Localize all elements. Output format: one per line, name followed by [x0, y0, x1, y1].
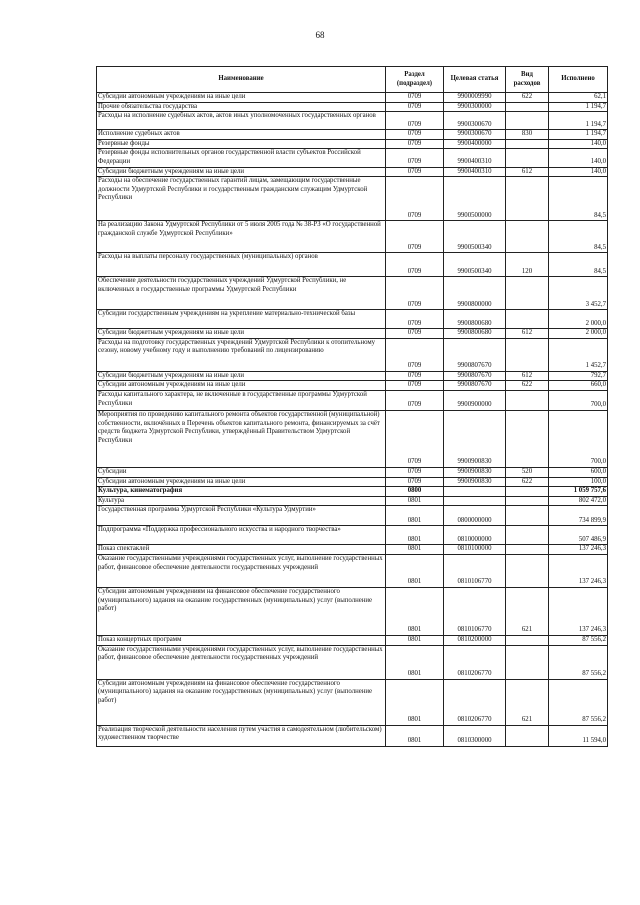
row-name-cell: Субсидии: [97, 467, 386, 477]
table-row: [97, 221, 608, 253]
row-target-cell: 9900807670: [444, 371, 506, 381]
row-target-cell: 9900800680: [444, 310, 506, 329]
header-executed: Исполнено: [549, 67, 608, 93]
table-row: [97, 253, 608, 277]
row-type-cell: [506, 487, 549, 497]
table-row: [97, 635, 608, 645]
row-section-cell: 0709: [386, 390, 444, 410]
row-type-cell: 612: [506, 329, 549, 339]
row-target-cell: 9900300000: [444, 102, 506, 112]
row-section-cell: 0709: [386, 467, 444, 477]
row-name-cell: Показ концертных программ: [97, 635, 386, 645]
row-amount-cell: 802 472,0: [549, 496, 608, 506]
table-row: [97, 526, 608, 545]
row-name-cell: Субсидии государственным учреждениям на укрепление материально-технической базы: [97, 310, 386, 329]
row-name-cell: Субсидии автономным учреждениям на иные цели: [97, 477, 386, 487]
row-section-cell: 0800: [386, 487, 444, 497]
row-section-cell: 0709: [386, 93, 444, 103]
row-name-cell: Подпрограмма «Поддержка профессионального искусства и народного творчества»: [97, 526, 386, 545]
row-amount-cell: 700,0: [549, 410, 608, 467]
header-type: Вид расходов: [506, 67, 549, 93]
row-section-cell: 0801: [386, 506, 444, 526]
row-amount-cell: 100,0: [549, 477, 608, 487]
row-name-cell: Государственная программа Удмуртской Республики «Культура Удмуртии»: [97, 506, 386, 526]
row-target-cell: 0810206770: [444, 679, 506, 725]
row-section-cell: 0801: [386, 679, 444, 725]
row-target-cell: 9900807670: [444, 338, 506, 371]
row-name-cell: Субсидии автономным учреждениям на финансовое обеспечение государственного (муниципального) задания на оказание государственных (муниципальных) услуг (выполнение работ): [97, 679, 386, 725]
table-row: [97, 390, 608, 410]
row-name-cell: Культура, кинематография: [97, 487, 386, 497]
row-name-cell: Субсидии автономным учреждениям на финансовое обеспечение государственного (муниципального) задания на оказание государственных (муниципальных) услуг (выполнение работ): [97, 587, 386, 635]
row-amount-cell: 137 246,3: [549, 587, 608, 635]
table-row: [97, 477, 608, 487]
row-type-cell: 622: [506, 477, 549, 487]
row-name-cell: Субсидии бюджетным учреждениям на иные цели: [97, 371, 386, 381]
row-target-cell: 9900500340: [444, 221, 506, 253]
table-row: [97, 545, 608, 555]
row-type-cell: [506, 310, 549, 329]
row-target-cell: 0810206770: [444, 645, 506, 679]
row-section-cell: 0709: [386, 253, 444, 277]
table-row: [97, 381, 608, 391]
row-amount-cell: 734 899,9: [549, 506, 608, 526]
row-section-cell: 0801: [386, 645, 444, 679]
row-type-cell: 612: [506, 371, 549, 381]
row-name-cell: Расходы капитального характера, не включенные в государственные программы Удмуртской Республики: [97, 390, 386, 410]
header-section: Раздел (подраздел): [386, 67, 444, 93]
row-amount-cell: 2 000,0: [549, 329, 608, 339]
row-name-cell: Мероприятия по проведению капитального ремонта объектов государственной (муниципальной) собственности, включённых в Перечень объектов капитального ремонта, финансируемых за счёт средств бюджета Удмуртской Республики, утверждённый Правительством Удмуртской Республики: [97, 410, 386, 467]
row-type-cell: 520: [506, 467, 549, 477]
row-section-cell: 0801: [386, 554, 444, 587]
row-section-cell: 0709: [386, 221, 444, 253]
row-amount-cell: 87 556,2: [549, 679, 608, 725]
row-target-cell: 9900900830: [444, 467, 506, 477]
table-row: [97, 506, 608, 526]
row-section-cell: 0801: [386, 587, 444, 635]
row-target-cell: 0810200000: [444, 635, 506, 645]
row-type-cell: [506, 221, 549, 253]
row-type-cell: [506, 338, 549, 371]
row-section-cell: 0709: [386, 381, 444, 391]
row-amount-cell: 3 452,7: [549, 277, 608, 310]
row-name-cell: Реализация творческой деятельности населения путем участия в самодеятельном (любительском) художественном творчестве: [97, 725, 386, 746]
row-type-cell: 621: [506, 679, 549, 725]
row-amount-cell: 140,0: [549, 139, 608, 149]
row-target-cell: 9900009990: [444, 93, 506, 103]
row-amount-cell: 792,7: [549, 371, 608, 381]
row-target-cell: [444, 496, 506, 506]
table-row: [97, 467, 608, 477]
table-row: [97, 177, 608, 221]
row-section-cell: 0709: [386, 277, 444, 310]
table-row: [97, 149, 608, 167]
row-amount-cell: 137 246,3: [549, 554, 608, 587]
row-amount-cell: 1 194,7: [549, 112, 608, 130]
row-name-cell: Субсидии бюджетным учреждениям на иные цели: [97, 167, 386, 177]
row-type-cell: [506, 635, 549, 645]
page-number: 68: [315, 30, 325, 40]
table-row: [97, 554, 608, 587]
row-name-cell: Расходы на исполнение судебных актов, актов иных уполномоченных государственных органов: [97, 112, 386, 130]
row-section-cell: 0709: [386, 139, 444, 149]
row-target-cell: 9900400310: [444, 149, 506, 167]
row-target-cell: 9900800000: [444, 277, 506, 310]
row-amount-cell: 140,0: [549, 149, 608, 167]
row-type-cell: [506, 177, 549, 221]
table-row: [97, 93, 608, 103]
row-amount-cell: 137 246,3: [549, 545, 608, 555]
row-target-cell: 9900400000: [444, 139, 506, 149]
row-section-cell: 0709: [386, 329, 444, 339]
row-target-cell: 9900300670: [444, 112, 506, 130]
row-type-cell: [506, 390, 549, 410]
row-type-cell: [506, 410, 549, 467]
row-type-cell: 622: [506, 93, 549, 103]
table-row: [97, 587, 608, 635]
table-body: [97, 93, 608, 747]
row-amount-cell: 87 556,2: [549, 645, 608, 679]
row-section-cell: 0801: [386, 496, 444, 506]
row-section-cell: 0709: [386, 477, 444, 487]
row-amount-cell: 11 594,0: [549, 725, 608, 746]
row-amount-cell: 84,5: [549, 253, 608, 277]
row-section-cell: 0709: [386, 410, 444, 467]
row-section-cell: 0709: [386, 177, 444, 221]
row-target-cell: 9900900000: [444, 390, 506, 410]
row-name-cell: Обеспечение деятельности государственных учреждений Удмуртской Республики, не включенных в государственные программы Удмуртской Республики: [97, 277, 386, 310]
row-target-cell: 9900500340: [444, 253, 506, 277]
row-target-cell: 0800000000: [444, 506, 506, 526]
row-name-cell: Прочие обязательства государства: [97, 102, 386, 112]
row-target-cell: 9900300670: [444, 130, 506, 140]
row-amount-cell: 84,5: [549, 221, 608, 253]
row-section-cell: 0801: [386, 526, 444, 545]
row-name-cell: Показ спектаклей: [97, 545, 386, 555]
table-row: [97, 102, 608, 112]
row-section-cell: 0709: [386, 167, 444, 177]
row-amount-cell: 1 059 757,6: [549, 487, 608, 497]
row-type-cell: [506, 102, 549, 112]
row-section-cell: 0709: [386, 310, 444, 329]
row-type-cell: [506, 149, 549, 167]
row-type-cell: [506, 506, 549, 526]
table-row: [97, 496, 608, 506]
row-type-cell: [506, 496, 549, 506]
row-name-cell: Расходы на выплаты персоналу государственных (муниципальных) органов: [97, 253, 386, 277]
row-section-cell: 0801: [386, 635, 444, 645]
row-section-cell: 0709: [386, 149, 444, 167]
row-name-cell: На реализацию Закона Удмуртской Республики от 5 июля 2005 года № 38-РЗ «О государственной гражданской службе Удмуртской Республики»: [97, 221, 386, 253]
row-target-cell: [444, 487, 506, 497]
table-row: [97, 645, 608, 679]
row-target-cell: 9900807670: [444, 381, 506, 391]
row-type-cell: 621: [506, 587, 549, 635]
row-section-cell: 0801: [386, 725, 444, 746]
row-target-cell: 0810000000: [444, 526, 506, 545]
row-name-cell: Резервные фонды исполнительных органов государственной власти субъектов Российской Федерации: [97, 149, 386, 167]
row-name-cell: Оказание государственными учреждениями государственных услуг, выполнение государственных работ, финансовое обеспечение деятельности государственных учреждений: [97, 554, 386, 587]
row-name-cell: Субсидии автономным учреждениям на иные цели: [97, 93, 386, 103]
row-section-cell: 0709: [386, 102, 444, 112]
row-name-cell: Субсидии бюджетным учреждениям на иные цели: [97, 329, 386, 339]
row-target-cell: 0810106770: [444, 587, 506, 635]
row-name-cell: Исполнение судебных актов: [97, 130, 386, 140]
row-type-cell: [506, 554, 549, 587]
table-header-row: [97, 67, 608, 93]
row-target-cell: 9900800680: [444, 329, 506, 339]
row-target-cell: 9900400310: [444, 167, 506, 177]
table-row: [97, 338, 608, 371]
row-amount-cell: 1 452,7: [549, 338, 608, 371]
row-amount-cell: 140,0: [549, 167, 608, 177]
row-name-cell: Расходы на подготовку государственных учреждений Удмуртской Республики к отопительному сезону, новому учебному году и выполнению требований по лицензированию: [97, 338, 386, 371]
row-type-cell: [506, 545, 549, 555]
row-section-cell: 0801: [386, 545, 444, 555]
row-section-cell: 0709: [386, 338, 444, 371]
table-row: [97, 725, 608, 746]
row-amount-cell: 87 556,2: [549, 635, 608, 645]
row-target-cell: 9900900830: [444, 477, 506, 487]
row-amount-cell: 660,0: [549, 381, 608, 391]
row-target-cell: 0810300000: [444, 725, 506, 746]
table-row: [97, 329, 608, 339]
table-row: [97, 410, 608, 467]
row-section-cell: 0709: [386, 112, 444, 130]
budget-execution-table: [96, 66, 608, 747]
table-row: [97, 679, 608, 725]
row-section-cell: 0709: [386, 371, 444, 381]
row-section-cell: 0709: [386, 130, 444, 140]
row-target-cell: 9900500000: [444, 177, 506, 221]
row-target-cell: 0810106770: [444, 554, 506, 587]
row-amount-cell: 1 194,7: [549, 130, 608, 140]
header-target: Целевая статья: [444, 67, 506, 93]
row-name-cell: Резервные фонды: [97, 139, 386, 149]
table-row: [97, 167, 608, 177]
table-row: [97, 130, 608, 140]
row-name-cell: Культура: [97, 496, 386, 506]
row-type-cell: 612: [506, 167, 549, 177]
row-type-cell: 622: [506, 381, 549, 391]
row-name-cell: Оказание государственными учреждениями государственных услуг, выполнение государственных работ, финансовое обеспечение деятельности государственных учреждений: [97, 645, 386, 679]
header-name: Наименование: [97, 67, 386, 93]
row-target-cell: 0810100000: [444, 545, 506, 555]
row-amount-cell: 700,0: [549, 390, 608, 410]
row-amount-cell: 1 194,7: [549, 102, 608, 112]
row-type-cell: [506, 112, 549, 130]
row-amount-cell: 2 000,0: [549, 310, 608, 329]
row-target-cell: 9900900830: [444, 410, 506, 467]
row-type-cell: [506, 526, 549, 545]
row-type-cell: 830: [506, 130, 549, 140]
table-row: [97, 487, 608, 497]
row-type-cell: 120: [506, 253, 549, 277]
row-type-cell: [506, 277, 549, 310]
table-row: [97, 277, 608, 310]
row-type-cell: [506, 645, 549, 679]
row-amount-cell: 507 486,9: [549, 526, 608, 545]
row-amount-cell: 84,5: [549, 177, 608, 221]
row-type-cell: [506, 139, 549, 149]
row-name-cell: Расходы на обеспечение государственных гарантий лицам, замещающим государственные должности Удмуртской Республики и государственным гражданским служащим Удмуртской Республики: [97, 177, 386, 221]
row-amount-cell: 62,1: [549, 93, 608, 103]
table-row: [97, 139, 608, 149]
row-type-cell: [506, 725, 549, 746]
table-row: [97, 112, 608, 130]
row-amount-cell: 600,0: [549, 467, 608, 477]
table-row: [97, 310, 608, 329]
row-name-cell: Субсидии автономным учреждениям на иные цели: [97, 381, 386, 391]
table-row: [97, 371, 608, 381]
